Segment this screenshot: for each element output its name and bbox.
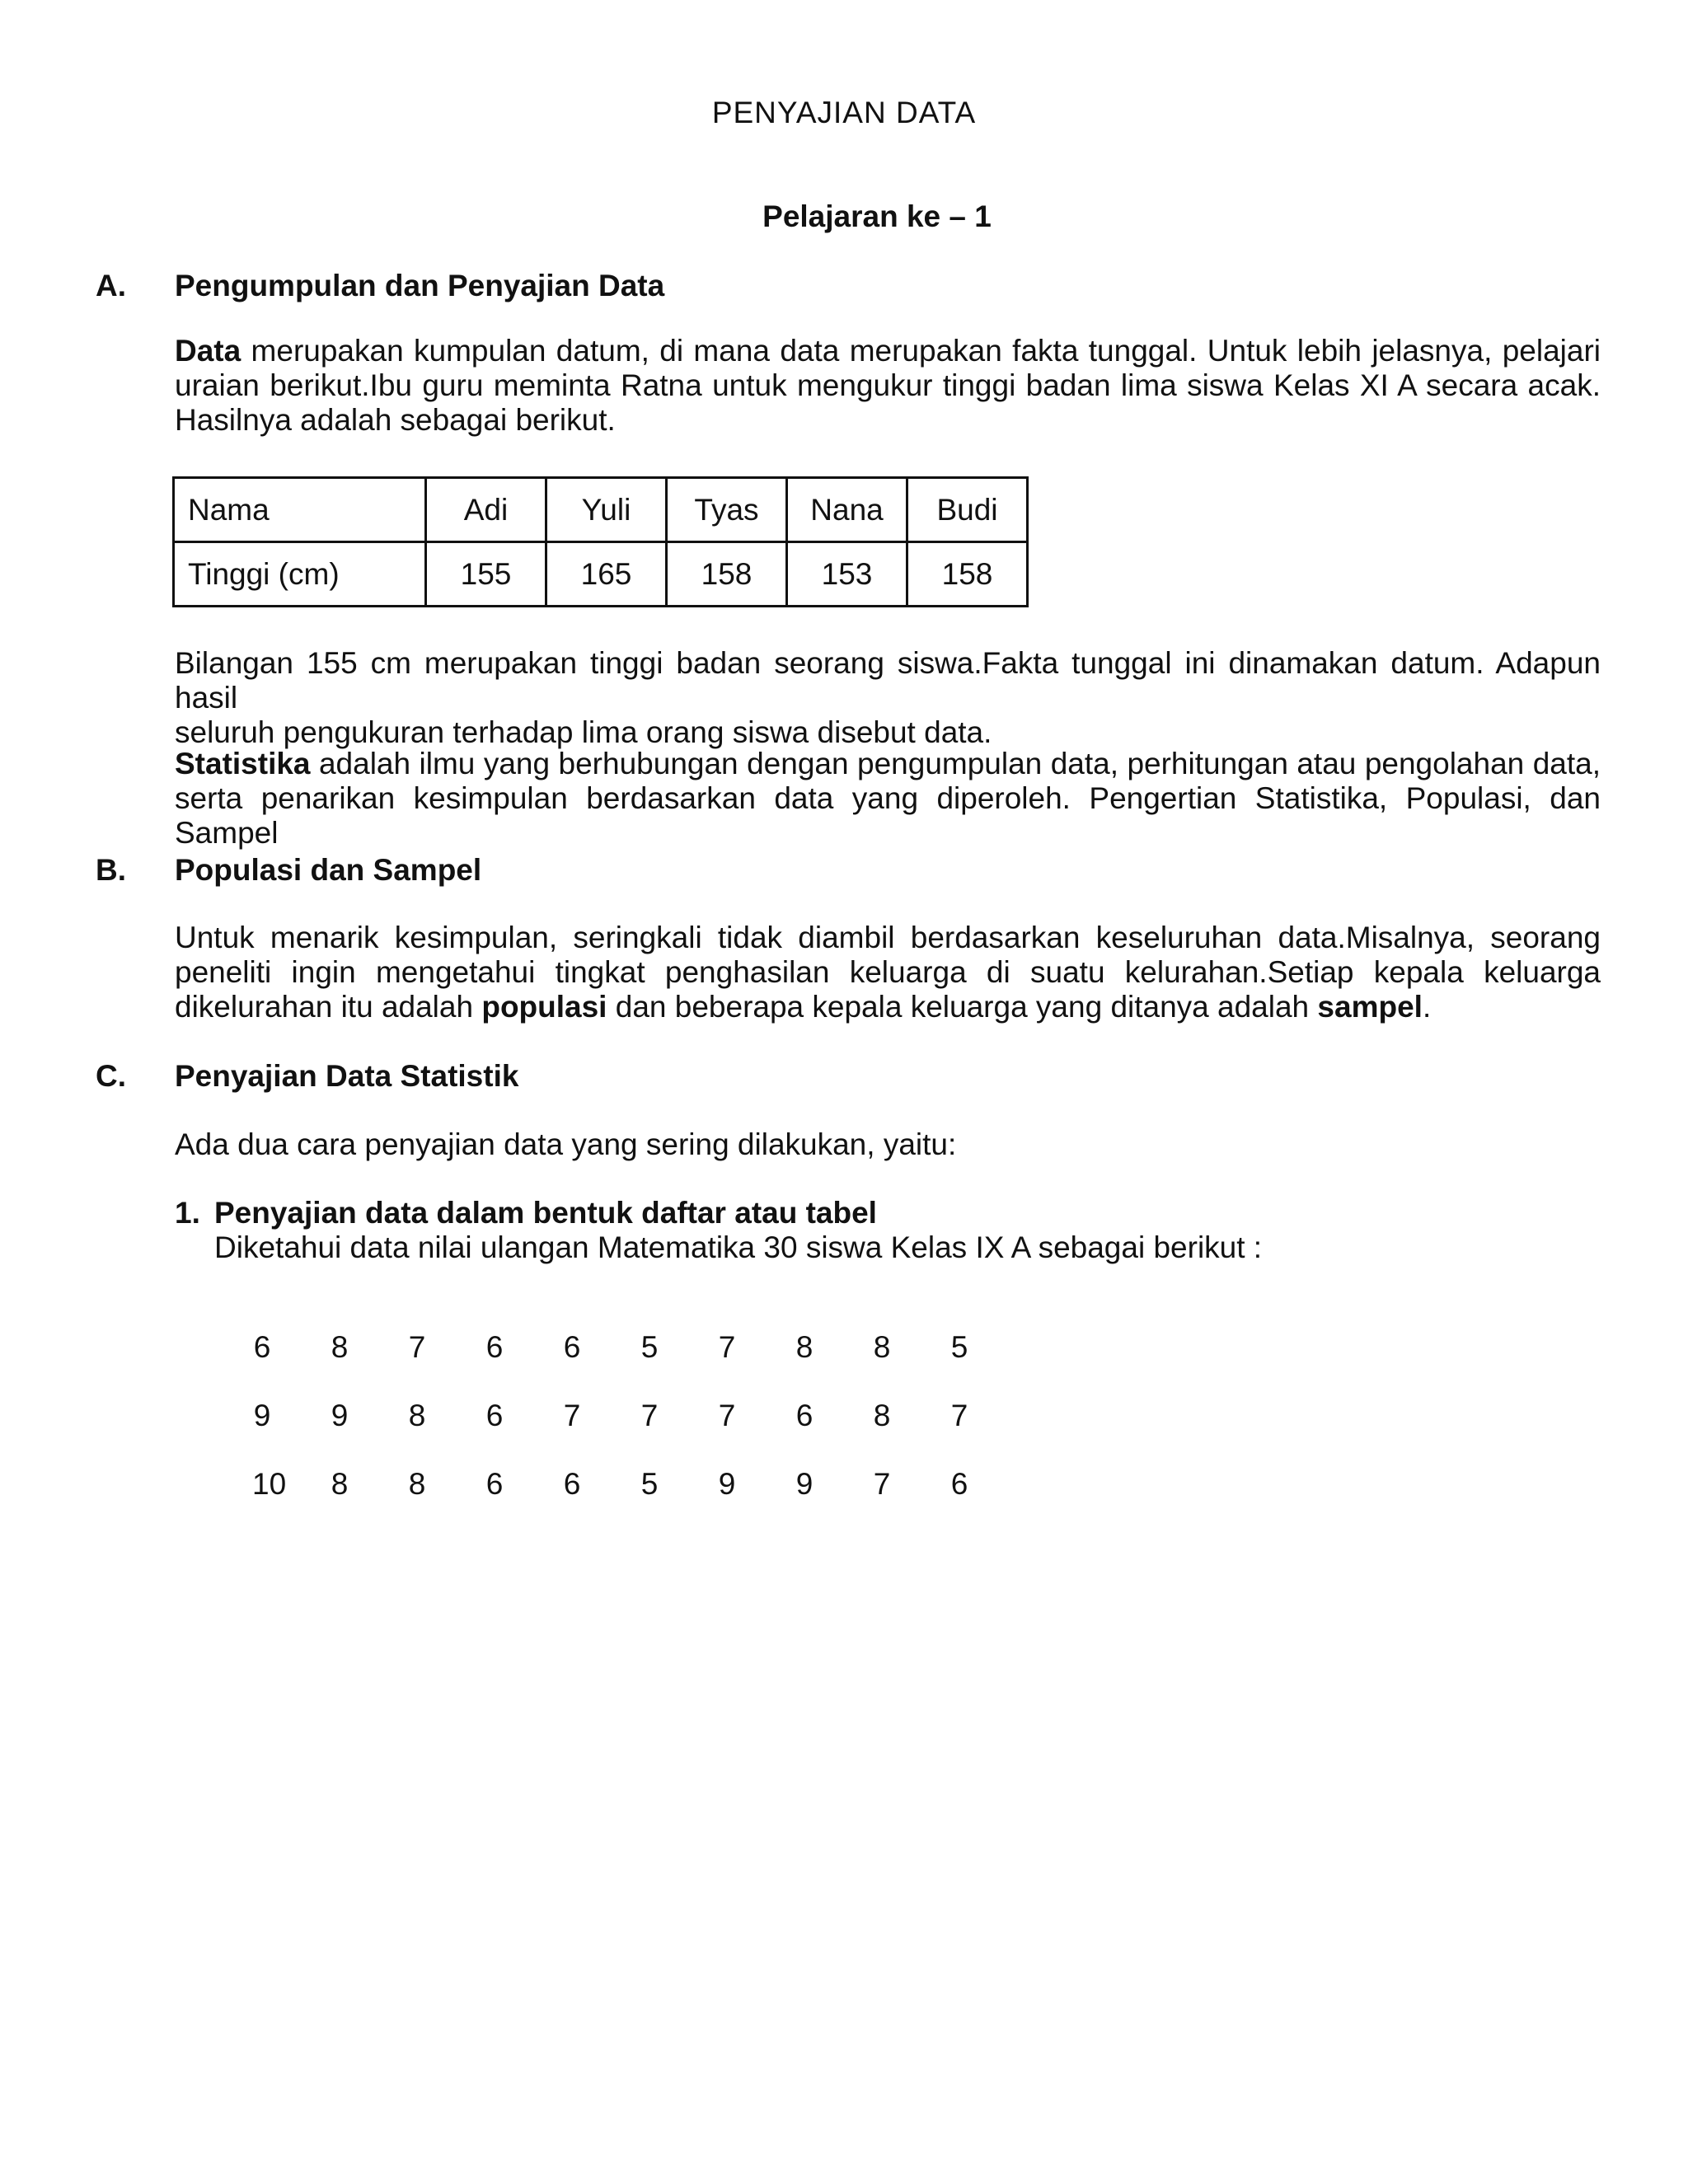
b-line2: peneliti ingin mengetahui tingkat penghasilan keluarga di suatu kelurahan.Setiap kepala keluarga xyxy=(175,955,1601,989)
table-cell: Adi xyxy=(426,478,546,542)
score-value: 8 xyxy=(873,1399,891,1432)
para2-line2: seluruh pengukuran terhadap lima orang siswa disebut data. xyxy=(175,715,992,749)
score-value: 9 xyxy=(795,1467,814,1501)
section-c-heading: Penyajian Data Statistik xyxy=(175,1059,519,1093)
score-value: 9 xyxy=(331,1399,349,1432)
table-header-row xyxy=(174,478,1028,542)
table-cell: Budi xyxy=(907,478,1028,542)
score-value: 6 xyxy=(485,1330,504,1364)
table-cell: Nama xyxy=(174,478,426,542)
table-cell: 158 xyxy=(667,542,787,607)
table-cell: Tinggi (cm) xyxy=(174,542,426,607)
lesson-subtitle: Pelajaran ke – 1 xyxy=(762,199,992,233)
page-title: PENYAJIAN DATA xyxy=(711,96,977,129)
score-value: 7 xyxy=(718,1399,736,1432)
score-value: 9 xyxy=(718,1467,736,1501)
table-cell: 158 xyxy=(907,542,1028,607)
score-value: 6 xyxy=(253,1330,271,1364)
term-populasi: populasi xyxy=(481,990,607,1024)
section-a-marker: A. xyxy=(96,269,126,302)
score-value: 6 xyxy=(563,1467,581,1501)
para1-line3: Hasilnya adalah sebagai berikut. xyxy=(175,403,616,437)
table-cell: 153 xyxy=(787,542,907,607)
table-cell: Yuli xyxy=(546,478,667,542)
score-value: 7 xyxy=(718,1330,736,1364)
score-value: 8 xyxy=(873,1330,891,1364)
score-value: 8 xyxy=(795,1330,814,1364)
height-table xyxy=(172,476,1029,607)
para2-line1: Bilangan 155 cm merupakan tinggi badan seorang siswa.Fakta tunggal ini dinamakan datum. Adapun hasil xyxy=(175,646,1601,715)
list-item-heading: Penyajian data dalam bentuk daftar atau tabel xyxy=(214,1196,877,1230)
score-value: 7 xyxy=(563,1399,581,1432)
score-value: 7 xyxy=(640,1399,659,1432)
score-value: 7 xyxy=(950,1399,968,1432)
score-value: 7 xyxy=(873,1467,891,1501)
para1-line2: uraian berikut.Ibu guru meminta Ratna untuk mengukur tinggi badan lima siswa Kelas XI A secara acak. xyxy=(175,368,1601,402)
list-item-number: 1. xyxy=(175,1196,200,1230)
score-value: 5 xyxy=(640,1330,659,1364)
table-row xyxy=(174,542,1028,607)
section-c-marker: C. xyxy=(96,1059,126,1093)
score-value: 6 xyxy=(485,1467,504,1501)
section-b-heading: Populasi dan Sampel xyxy=(175,853,482,887)
section-a-paragraph-2 xyxy=(175,646,1601,750)
list-item-description: Diketahui data nilai ulangan Matematika 30 siswa Kelas IX A sebagai berikut : xyxy=(214,1230,1263,1264)
score-value: 8 xyxy=(408,1399,426,1432)
para3-line2: serta penarikan kesimpulan berdasarkan data yang diperoleh. Pengertian Statistika, Populasi, dan Sampel xyxy=(175,781,1601,850)
section-a-heading: Pengumpulan dan Penyajian Data xyxy=(175,269,665,302)
section-c-intro: Ada dua cara penyajian data yang sering dilakukan, yaitu: xyxy=(175,1127,957,1161)
para1-line1: Data merupakan kumpulan datum, di mana data merupakan fakta tunggal. Untuk lebih jelasnya, pelajari xyxy=(175,334,1601,368)
score-value: 6 xyxy=(795,1399,814,1432)
table-cell: 165 xyxy=(546,542,667,607)
section-a-paragraph-3 xyxy=(175,747,1601,851)
score-value: 6 xyxy=(563,1330,581,1364)
table-cell: 155 xyxy=(426,542,546,607)
section-b-marker: B. xyxy=(96,853,126,887)
term-data: Data xyxy=(175,334,241,368)
para3-line1: Statistika adalah ilmu yang berhubungan dengan pengumpulan data, perhitungan atau pengolahan data, xyxy=(175,747,1601,780)
score-value: 8 xyxy=(331,1330,349,1364)
term-statistika: Statistika xyxy=(175,747,311,780)
section-a-paragraph-1 xyxy=(175,334,1601,438)
score-value: 5 xyxy=(950,1330,968,1364)
section-b-paragraph xyxy=(175,921,1601,1024)
score-value: 5 xyxy=(640,1467,659,1501)
table-cell: Tyas xyxy=(667,478,787,542)
score-value: 7 xyxy=(408,1330,426,1364)
b-line3: dikelurahan itu adalah populasi dan beberapa kepala keluarga yang ditanya adalah sampel. xyxy=(175,990,1432,1024)
b-line1: Untuk menarik kesimpulan, seringkali tidak diambil berdasarkan keseluruhan data.Misalnya, seorang xyxy=(175,921,1601,954)
score-value: 10 xyxy=(252,1467,287,1501)
score-value: 9 xyxy=(253,1399,271,1432)
score-value: 6 xyxy=(485,1399,504,1432)
score-value: 8 xyxy=(331,1467,349,1501)
score-value: 8 xyxy=(408,1467,426,1501)
table-cell: Nana xyxy=(787,478,907,542)
term-sampel: sampel xyxy=(1317,990,1423,1024)
score-value: 6 xyxy=(950,1467,968,1501)
